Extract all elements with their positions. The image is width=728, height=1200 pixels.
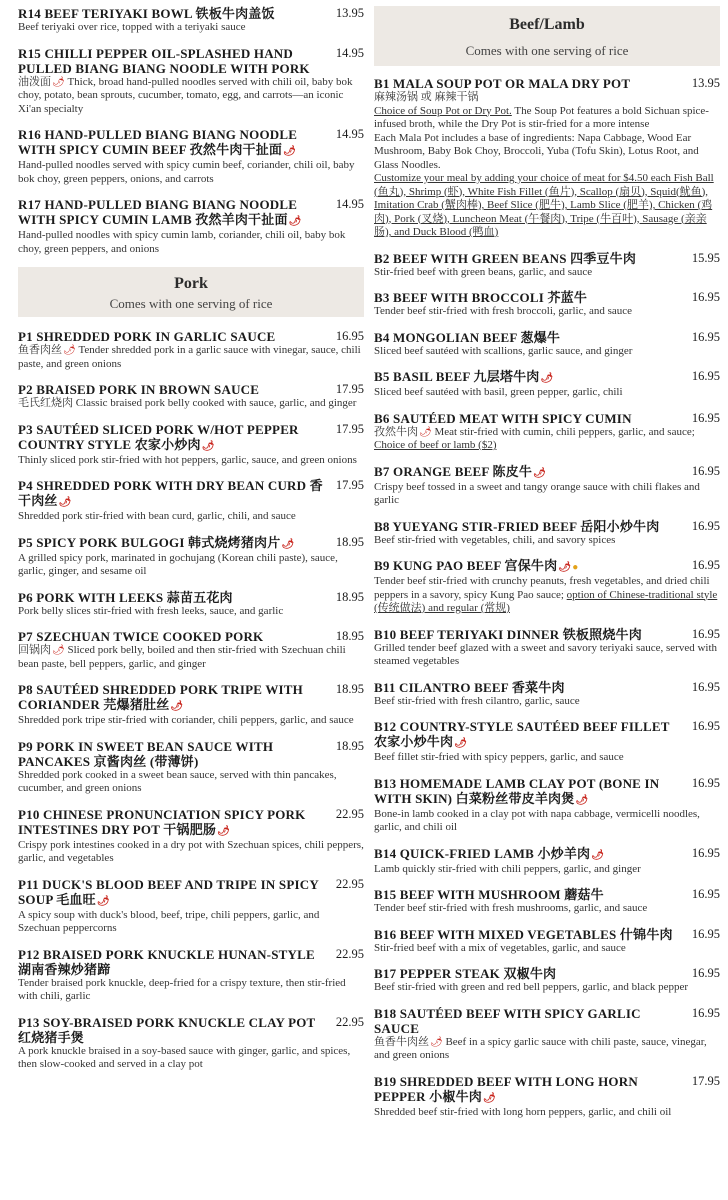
item-name: B6 SAUTÉED MEAT WITH SPICY CUMIN: [374, 410, 632, 426]
item-description: Grilled tender beef glazed with a sweet and savory teriyaki sauce, served with steamed vegetables: [374, 641, 718, 667]
menu-item-b10[interactable]: [374, 627, 720, 669]
item-description: [18, 76, 364, 117]
chili-pepper-icon: 🌶: [52, 76, 65, 88]
chili-pepper-icon: 🌶: [540, 373, 554, 384]
chili-pepper-icon: 🌶: [58, 497, 72, 508]
menu-item-p7[interactable]: [18, 629, 364, 671]
item-description: Tender braised pork knuckle, deep-fried for a crispy texture, then stir-fried with chili, garlic: [18, 976, 346, 1002]
item-price: 16.95: [691, 626, 720, 641]
item-description: Beef teriyaki over rice, topped with a teriyaki sauce: [18, 21, 246, 33]
menu-item-r14[interactable]: [18, 6, 364, 35]
item-name: R14 BEEF TERIYAKI BOWL 铁板牛肉盖饭: [18, 6, 275, 21]
item-price: 16.95: [691, 463, 720, 478]
item-description: [18, 344, 364, 371]
item-description: Shredded pork stir-fried with bean curd, garlic, chili, and sauce: [18, 510, 296, 522]
item-price: 14.95: [335, 127, 364, 141]
item-description: Hand-pulled noodles with spicy cumin lamb, coriander, chili oil, baby bok choy, green peppers, and onions: [18, 229, 346, 255]
item-description: Thinly sliced pork stir-fried with hot peppers, garlic, sauce, and green onions: [18, 453, 357, 466]
section-subtitle: Comes with one serving of rice: [465, 43, 629, 58]
item-price: 18.95: [335, 682, 364, 696]
chili-pepper-icon: 🌶: [575, 794, 589, 806]
item-price: 13.95: [335, 6, 364, 20]
menu-item-b3[interactable]: [374, 290, 720, 319]
item-name-text: B13 HOMEMADE LAMB CLAY POT (BONE IN WITH SKIN) 白菜粉丝带皮羊肉煲: [374, 775, 660, 806]
item-price: 17.95: [335, 382, 364, 396]
menu-item-b1[interactable]: [374, 76, 720, 240]
menu-item-p11[interactable]: [18, 877, 364, 936]
description-text: Sliced pork belly, boiled and then stir-fried with Szechuan chili bean paste, bell peppers, garlic, and ginger: [18, 644, 346, 670]
item-description: [374, 1036, 720, 1063]
menu-item-p9[interactable]: [18, 739, 364, 796]
item-price: 18.95: [335, 534, 364, 549]
item-description: [18, 397, 364, 411]
item-price: 16.95: [691, 290, 720, 304]
menu-item-b15[interactable]: [374, 887, 720, 916]
item-price: 17.95: [691, 1073, 720, 1088]
item-price: 16.95: [691, 518, 720, 533]
item-name: [374, 776, 692, 808]
menu-item-b12[interactable]: [374, 719, 720, 765]
left-column: [18, 6, 364, 1083]
item-price: 17.95: [335, 421, 364, 436]
chili-pepper-icon: 🌶: [533, 467, 546, 479]
item-description: Beef stir-fried with vegetables, chili, and savory spices: [374, 533, 616, 546]
menu-item-b14[interactable]: [374, 846, 720, 877]
menu-item-b4[interactable]: [374, 330, 720, 359]
menu-item-b13[interactable]: [374, 776, 720, 835]
item-name: [18, 197, 336, 229]
item-description: [374, 105, 720, 132]
item-name: [18, 127, 336, 159]
item-name: P6 PORK WITH LEEKS 蒜苗五花肉: [18, 589, 233, 605]
description-text: Tender shredded pork in a garlic sauce with vinegar, sauce, chili paste, and green onions: [18, 344, 361, 370]
chili-pepper-icon: 🌶: [283, 146, 297, 157]
item-description: Bone-in lamb cooked in a clay pot with napa cabbage, vermicelli noodles, garlic, and chili oil: [374, 807, 700, 833]
item-price: 14.95: [335, 45, 364, 60]
item-description: Tender beef stir-fried with fresh mushrooms, garlic, and sauce: [374, 902, 648, 914]
description-text: The Soup Pot features a bold Sichuan spice-infused broth, while the Dry Pot is stir-fried for a more intense: [374, 104, 709, 130]
menu-item-r16[interactable]: [18, 127, 364, 186]
section-title: Beef/Lamb: [509, 16, 585, 33]
item-price: 16.95: [335, 329, 364, 343]
item-price: 22.95: [335, 876, 364, 891]
item-price: 16.95: [691, 369, 720, 383]
menu-item-b16[interactable]: [374, 927, 720, 956]
description-text: Tender beef stir-fried with crunchy peanuts, fresh vegetables, and dried chili peppers in a savory, spicy Kung Pao sauce;: [374, 575, 710, 601]
item-name: B17 PEPPER STEAK 双椒牛肉: [374, 966, 557, 981]
item-price: 14.95: [335, 197, 364, 211]
item-chinese-name: 麻辣汤锅 或 麻辣干锅: [374, 91, 479, 103]
item-name-text: B12 COUNTRY-STYLE SAUTÉED BEEF FILLET 农家小炒牛肉: [374, 719, 670, 749]
chili-pepper-icon: 🌶: [419, 426, 432, 438]
menu-item-p6[interactable]: [18, 590, 364, 619]
item-name: P1 SHREDDED PORK IN GARLIC SAUCE: [18, 329, 276, 344]
item-name-text: B7 ORANGE BEEF 陈皮牛: [374, 463, 533, 479]
item-name-text: B14 QUICK-FRIED LAMB 小炒羊肉: [374, 845, 591, 861]
item-name: [374, 558, 584, 575]
item-description: A spicy soup with duck's blood, beef, tripe, chili peppers, garlic, and Szechuan peppercorns: [18, 908, 320, 934]
menu-item-b5[interactable]: [374, 369, 720, 400]
item-description: A pork knuckle braised in a soy-based sauce with ginger, garlic, and spices, then slow-cooked and served in a clay pot: [18, 1044, 351, 1070]
peanut-icon: ●: [572, 562, 579, 573]
chili-pepper-icon: 🌶: [201, 440, 215, 452]
description-text: Classic braised pork belly cooked with sauce, garlic, and ginger: [75, 397, 357, 409]
item-name-text: P4 SHREDDED PORK WITH DRY BEAN CURD 香干肉丝: [18, 478, 323, 508]
item-price: 16.95: [691, 558, 720, 572]
chinese-name: 鱼香牛肉丝: [374, 1035, 429, 1048]
item-name-text: R17 HAND-PULLED BIANG BIANG NOODLE WITH SPICY CUMIN LAMB 孜然羊肉干扯面: [18, 197, 298, 227]
item-description: Beef stir-fried with fresh cilantro, garlic, sauce: [374, 694, 580, 707]
menu-item-b6[interactable]: [374, 411, 720, 453]
item-name: [374, 1074, 692, 1106]
item-name: [18, 535, 300, 552]
item-price: 16.95: [691, 679, 720, 694]
item-price: 16.95: [691, 926, 720, 941]
chili-pepper-icon: 🌶: [96, 895, 110, 907]
item-name: B11 CILANTRO BEEF 香菜牛肉: [374, 679, 565, 695]
menu-item-p8[interactable]: [18, 682, 364, 728]
item-price: 18.95: [335, 738, 364, 753]
meat-choice-link[interactable]: Choice of beef or lamb ($2): [374, 439, 497, 451]
item-description: Hand-pulled noodles served with spicy cumin beef, coriander, chili oil, baby bok choy, green peppers, onions, and carrots: [18, 159, 355, 185]
chili-pepper-icon: 🌶: [430, 1036, 443, 1048]
description-text: Beef in a spicy garlic sauce with chili paste, sauce, vinegar, and green onions: [374, 1035, 707, 1061]
chili-pepper-icon: 🌶: [217, 825, 231, 837]
menu-item-p12[interactable]: [18, 947, 364, 1004]
item-description: Crispy pork intestines cooked in a dry pot with Szechuan spices, chili peppers, garlic, and vegetables: [18, 838, 364, 864]
menu-item-b17[interactable]: [374, 966, 720, 995]
menu-item-b19[interactable]: [374, 1074, 720, 1120]
item-description: Sliced beef sautéed with scallions, garlic sauce, and ginger: [374, 344, 633, 357]
menu-item-b7[interactable]: [374, 464, 720, 508]
item-name: B18 SAUTÉED BEEF WITH SPICY GARLIC SAUCE: [374, 1005, 641, 1036]
chinese-name: 回锅肉: [18, 644, 51, 656]
item-name-text: P5 SPICY PORK BULGOGI 韩式烧烤猪肉片: [18, 534, 281, 550]
item-name: B8 YUEYANG STIR-FRIED BEEF 岳阳小炒牛肉: [374, 518, 660, 534]
item-name: P9 PORK IN SWEET BEAN SAUCE WITH PANCAKES 京酱肉丝 (带薄饼): [18, 738, 274, 769]
item-price: 16.95: [691, 966, 720, 980]
item-price: 22.95: [335, 946, 364, 961]
item-description: Beef fillet stir-fried with spicy peppers, garlic, and sauce: [374, 751, 624, 763]
item-price: 16.95: [691, 410, 720, 425]
chinese-name: 鱼香肉丝: [18, 344, 62, 356]
item-description: Shredded pork tripe stir-fried with coriander, chili peppers, garlic, and sauce: [18, 714, 354, 726]
item-name: P12 BRAISED PORK KNUCKLE HUNAN-STYLE 湖南香辣炒猪蹄: [18, 946, 315, 977]
chili-pepper-icon: 🌶: [483, 1092, 496, 1104]
item-name: B10 BEEF TERIYAKI DINNER 铁板照烧牛肉: [374, 626, 642, 642]
menu-item-r17[interactable]: [18, 197, 364, 256]
style-choice-link[interactable]: option of Chinese-traditional style (传统做法) and regular (常规): [374, 588, 718, 614]
menu-item-b2[interactable]: [374, 251, 720, 280]
section-subtitle: Comes with one serving of rice: [109, 296, 273, 311]
item-description: [374, 426, 720, 453]
menu-item-b18[interactable]: [374, 1006, 720, 1063]
chili-pepper-icon: 🌶: [558, 562, 572, 573]
menu-item-p3[interactable]: [18, 422, 364, 468]
item-description: Lamb quickly stir-fried with chili peppers, garlic, and ginger: [374, 862, 641, 875]
item-name: B3 BEEF WITH BROCCOLI 芥蓝牛: [374, 290, 588, 305]
beef-lamb-section-header: [374, 6, 720, 66]
description-text: Meat stir-fried with cumin, chili peppers, garlic, and sauce;: [434, 425, 695, 438]
pork-section-header: [18, 267, 364, 317]
item-name: P2 BRAISED PORK IN BROWN SAUCE: [18, 382, 260, 397]
item-name: B15 BEEF WITH MUSHROOM 蘑菇牛: [374, 887, 604, 902]
item-name-text: B5 BASIL BEEF 九层塔牛肉: [374, 369, 540, 384]
item-price: 22.95: [335, 1014, 364, 1029]
chinese-name: 毛氏红烧肉: [18, 397, 73, 409]
item-price: 17.95: [335, 478, 364, 492]
item-name: [374, 369, 559, 386]
item-price: 15.95: [691, 250, 720, 265]
ingredients-text: Each Mala Pot includes a base of ingredients: Napa Cabbage, Wood Ear Mushroom, Baby Bok Choy, Broccoli, Yuba (Tofu Skin), Lotus Root, and Glass Noodles.: [374, 131, 699, 171]
chili-pepper-icon: 🌶: [170, 701, 184, 712]
item-description: Shredded pork cooked in a sweet bean sauce, served with thin pancakes, cucumber, and green onions: [18, 768, 337, 794]
item-price: 16.95: [691, 719, 720, 733]
item-price: 22.95: [335, 806, 364, 821]
menu-item-p10[interactable]: [18, 807, 364, 866]
section-title: Pork: [174, 275, 208, 292]
item-name-text: P8 SAUTÉED SHREDDED PORK TRIPE WITH CORIANDER 芫爆猪肚丝: [18, 682, 303, 712]
chinese-name: 油泼面: [18, 75, 51, 88]
menu-item-b8[interactable]: [374, 519, 720, 548]
item-name: [18, 807, 336, 839]
item-description: Sliced beef sautéed with basil, green pepper, garlic, chili: [374, 386, 623, 398]
chili-pepper-icon: 🌶: [454, 738, 468, 749]
item-name: [18, 422, 336, 454]
item-description: Beef stir-fried with green and red bell peppers, garlic, and black pepper: [374, 981, 689, 993]
item-name: B2 BEEF WITH GREEN BEANS 四季豆牛肉: [374, 250, 637, 266]
chili-pepper-icon: 🌶: [281, 538, 295, 550]
chili-pepper-icon: 🌶: [288, 216, 302, 227]
menu-item-p13[interactable]: [18, 1015, 364, 1072]
item-name: [374, 719, 692, 751]
item-price: 16.95: [691, 845, 720, 860]
item-name: [374, 846, 610, 863]
item-description: [18, 644, 364, 671]
item-price: 16.95: [691, 1005, 720, 1020]
menu-item-b9[interactable]: [374, 558, 720, 616]
right-column: [374, 6, 720, 1130]
item-price: 16.95: [691, 887, 720, 901]
item-description: Shredded beef stir-fried with long horn peppers, garlic, and chili oil: [374, 1105, 672, 1118]
menu-item-p5[interactable]: [18, 535, 364, 579]
chili-pepper-icon: 🌶: [591, 849, 605, 861]
item-description: Tender beef stir-fried with fresh broccoli, garlic, and sauce: [374, 305, 633, 317]
customize-meat-options[interactable]: Customize your meal by adding your choice of meat for $4.50 each Fish Ball (鱼丸), Shrimp (虾), White Fish Fillet (鱼片), Scallop (扇贝), Squid(鱿鱼), Imitation Crab (蟹肉棒), Beef Slice (肥牛), Lamb Slice (肥羊), Chicken (鸡肉), Pork (叉烧), Luncheon Meat (午餐肉), Tripe (牛百叶), Sausage (亲亲肠), and Duck Blood (鸭血): [374, 172, 714, 238]
menu-item-b11[interactable]: [374, 680, 720, 709]
item-name: [18, 877, 336, 909]
item-price: 16.95: [691, 775, 720, 790]
item-name: P7 SZECHUAN TWICE COOKED PORK: [18, 629, 264, 644]
item-name-text: P11 DUCK'S BLOOD BEEF AND TRIPE IN SPICY SOUP 毛血旺: [18, 876, 319, 907]
item-name-text: R16 HAND-PULLED BIANG BIANG NOODLE WITH SPICY CUMIN BEEF 孜然牛肉干扯面: [18, 127, 298, 157]
item-name: [18, 682, 336, 714]
item-name-text: P10 CHINESE PRONUNCIATION SPICY PORK INTESTINES DRY POT 干锅肥肠: [18, 806, 306, 837]
chili-pepper-icon: 🌶: [63, 345, 76, 356]
item-name: R15 CHILLI PEPPER OIL-SPLASHED HAND PULLED BIANG BIANG NOODLE WITH PORK: [18, 45, 310, 76]
item-description: Crispy beef tossed in a sweet and tangy orange sauce with chili flakes and garlic: [374, 480, 700, 506]
item-name-text: B19 SHREDDED BEEF WITH LONG HORN PEPPER 小椒牛肉: [374, 1073, 638, 1104]
item-price: 18.95: [335, 589, 364, 604]
item-name: P13 SOY-BRAISED PORK KNUCKLE CLAY POT 红烧猪手煲: [18, 1014, 316, 1045]
item-description: Stir-fried beef with green beans, garlic, and sauce: [374, 265, 593, 278]
item-name: [374, 464, 552, 481]
item-name: B4 MONGOLIAN BEEF 葱爆牛: [374, 329, 561, 345]
chinese-name: 孜然牛肉: [374, 425, 418, 438]
menu-item-p4[interactable]: [18, 478, 364, 524]
item-description: A grilled spicy pork, marinated in gochujang (Korean chili paste), sauce, garlic, ginger, and sesame oil: [18, 551, 338, 577]
pot-choice-link[interactable]: Choice of Soup Pot or Dry Pot.: [374, 104, 512, 117]
chili-pepper-icon: 🌶: [52, 645, 65, 656]
item-price: 13.95: [691, 76, 720, 90]
item-description: [374, 575, 720, 616]
item-description: Pork belly slices stir-fried with fresh leeks, sauce, and garlic: [18, 604, 284, 617]
menu-item-p1[interactable]: [18, 329, 364, 371]
menu-item-p2[interactable]: [18, 382, 364, 411]
item-name: B1 MALA SOUP POT OR MALA DRY POT: [374, 76, 631, 91]
item-name: [18, 478, 336, 510]
item-description: Stir-fried beef with a mix of vegetables, garlic, and sauce: [374, 941, 626, 954]
item-price: 16.95: [691, 329, 720, 344]
description-text: Thick, broad hand-pulled noodles served with chili oil, baby bok choy, potato, bean sprouts, cucumber, tomato, egg, and carrots—an iconic Xi'an specialty: [18, 75, 353, 115]
item-name: B16 BEEF WITH MIXED VEGETABLES 什锦牛肉: [374, 926, 673, 942]
item-price: 18.95: [335, 629, 364, 643]
item-name-text: B9 KUNG PAO BEEF 宫保牛肉: [374, 558, 558, 573]
menu-item-r15[interactable]: [18, 46, 364, 117]
item-name-text: P3 SAUTÉED SLICED PORK W/HOT PEPPER COUNTRY STYLE 农家小炒肉: [18, 421, 299, 452]
